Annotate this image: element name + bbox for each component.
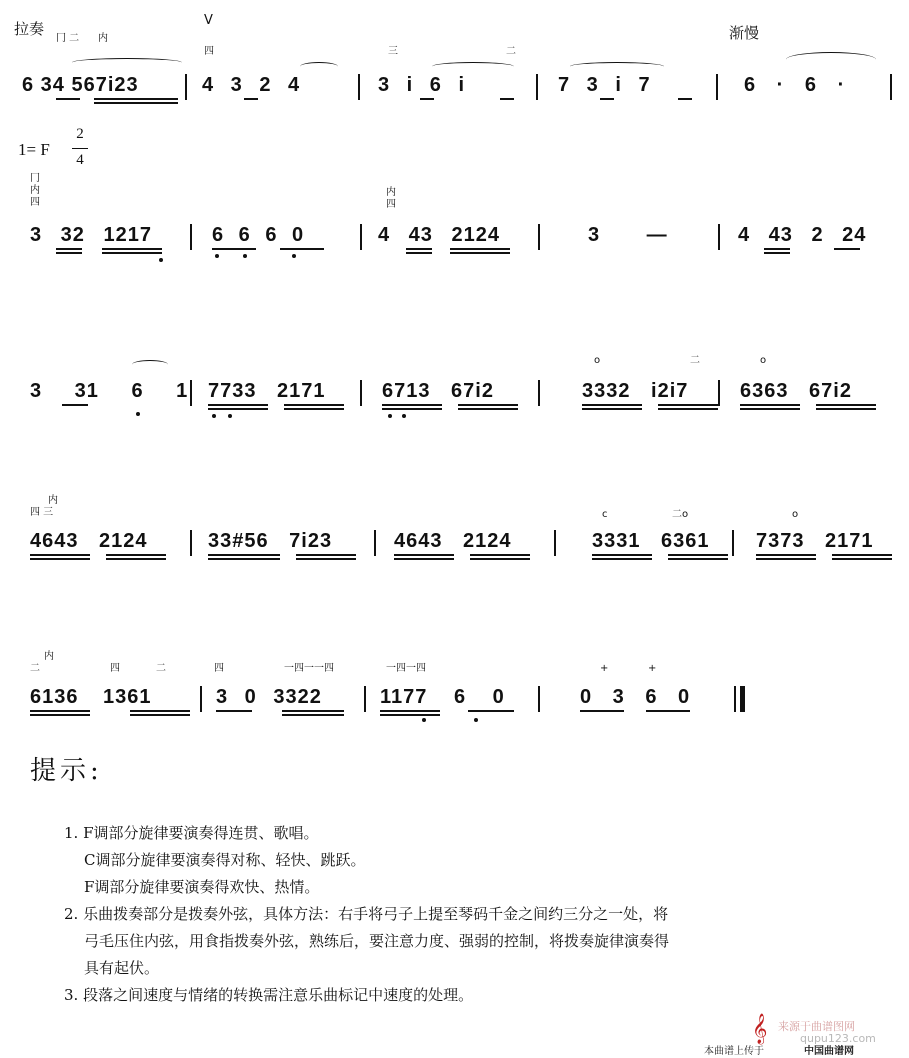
octave-dot [159,258,163,262]
fingering-mark: 三 [388,46,398,57]
slur [786,52,876,67]
tip-item: C调部分旋律要演奏得对称、轻快、跳跃。 [84,851,366,869]
duration-underline [470,554,530,556]
tip-item: 具有起伏。 [84,959,160,977]
score-row-4 [22,495,882,570]
barline [538,380,540,406]
measure: 7733 2171 [208,380,326,402]
tip-item: 2. 乐曲拨奏部分是拨奏外弦，具体方法：右手将弓子上提至琴码千金之间约三分之一处，将 [64,905,669,923]
duration-underline [834,248,860,250]
duration-underline [658,408,718,410]
duration-underline [56,98,80,100]
fingering-mark: + [600,663,609,674]
barline [538,224,540,250]
measure: 4 3 2 4 [202,74,301,96]
octave-dot [215,254,219,258]
measure: 3 i 6 i [378,74,466,96]
measure: 6136 1361 [30,686,152,708]
fingering-mark: 四 [30,197,40,208]
tip-item: 1. F调部分旋律要演奏得连贯、歌唱。 [64,824,319,842]
fingering-mark: o [792,509,799,520]
duration-underline [208,554,280,556]
score-row-2 [22,173,882,264]
barline [554,530,556,556]
duration-underline [208,558,280,560]
barline [190,530,192,556]
barline [536,74,538,100]
duration-underline [646,710,690,712]
barline [718,224,720,250]
tempo-marking: 渐慢 [729,24,760,42]
site-url-watermark: qupu123.com [800,1032,876,1045]
duration-underline [832,558,892,560]
duration-underline [102,252,162,254]
duration-underline [102,248,162,250]
duration-underline [668,554,728,556]
measure: 3332 i2i7 [582,380,689,402]
fingering-mark: 内 [386,187,396,198]
duration-underline [282,714,344,716]
time-signature-line [72,148,88,149]
fingering-mark: 四 [386,199,396,210]
barline [364,686,366,712]
time-signature-bottom: 4 [76,152,84,168]
duration-underline [580,710,624,712]
fingering-mark: 二 [156,663,166,674]
slur [432,62,514,71]
measure: 3 — [588,224,668,246]
tip-item: F调部分旋律要演奏得欢快、热情。 [84,878,320,896]
duration-underline [406,248,432,250]
playing-mode-label: 拉奏 [14,20,45,38]
duration-underline [106,554,166,556]
duration-underline [30,554,90,556]
treble-clef-icon: 𝄞 [752,1014,768,1044]
slur [300,62,338,71]
source-watermark: 来源于曲谱图网 [778,1020,855,1033]
measure: 6 34 567i23 [22,74,139,96]
duration-underline [470,558,530,560]
barline [718,380,720,406]
fingering-mark: 内 [44,651,54,662]
measure: 33#56 7i23 [208,530,333,552]
barline [200,686,202,712]
measure: 3 31 6 1 [30,380,189,402]
duration-underline [582,408,642,410]
fingering-mark: 冂 二 [56,33,80,44]
duration-underline [130,710,190,712]
duration-underline [296,558,356,560]
barline [360,224,362,250]
duration-underline [212,248,256,250]
measure: 3 0 3322 [216,686,322,708]
barline [716,74,718,100]
bow-mark: V [204,13,213,28]
duration-underline [94,102,178,104]
barline [190,224,192,250]
fingering-mark: 二 [30,663,40,674]
octave-dot [292,254,296,258]
duration-underline [764,248,790,250]
octave-dot [422,718,426,722]
duration-underline [394,558,454,560]
measure: 6 · 6 · [744,74,846,96]
duration-underline [500,98,514,100]
upload-note: 本曲谱上传于 [704,1046,764,1057]
slur [570,62,664,71]
fingering-mark: 内 [30,185,40,196]
duration-underline [244,98,258,100]
octave-dot [388,414,392,418]
duration-underline [764,252,790,254]
duration-underline [30,710,90,712]
fingering-mark: 一四一一四 [284,663,334,674]
fingering-mark: 四 [214,663,224,674]
duration-underline [592,558,652,560]
fingering-mark: 二 [690,355,700,366]
duration-underline [130,714,190,716]
barline [538,686,540,712]
barline [360,380,362,406]
octave-dot [243,254,247,258]
measure: 7 3 i 7 [558,74,651,96]
fingering-mark: 四 三 [30,507,54,518]
duration-underline [30,714,90,716]
octave-dot [402,414,406,418]
measure: 1177 6 0 [380,686,505,708]
tips-list [64,820,884,1009]
duration-underline [30,558,90,560]
duration-underline [582,404,642,406]
measure: 3 32 1217 [30,224,152,246]
duration-underline [284,404,344,406]
duration-underline [382,404,442,406]
duration-underline [668,558,728,560]
duration-underline [208,408,268,410]
measure: 4643 2124 [394,530,512,552]
duration-underline [756,558,816,560]
fingering-mark: 一四一四 [386,663,426,674]
duration-underline [296,554,356,556]
barline [890,74,892,100]
duration-underline [284,408,344,410]
octave-dot [228,414,232,418]
duration-underline [394,554,454,556]
duration-underline [450,252,510,254]
barline [374,530,376,556]
measure: 4 43 2 24 [738,224,867,246]
duration-underline [816,408,876,410]
duration-underline [280,248,324,250]
duration-underline [816,404,876,406]
measure: 4 43 2124 [378,224,500,246]
duration-underline [450,248,510,250]
duration-underline [468,710,514,712]
duration-underline [658,404,718,406]
duration-underline [62,404,88,406]
tip-item: 3. 段落之间速度与情绪的转换需注意乐曲标记中速度的处理。 [64,986,474,1004]
fingering-mark: o [760,355,767,366]
barline [358,74,360,100]
octave-dot [212,414,216,418]
duration-underline [406,252,432,254]
fingering-mark: 四 [204,46,214,57]
fingering-mark: 四 [110,663,120,674]
duration-underline [592,554,652,556]
tip-item: 弓毛压住内弦，用食指拨奏外弦，熟练后，要注意力度、强弱的控制，将拨奏旋律演奏得 [84,932,670,950]
duration-underline [600,98,614,100]
fingering-mark: c [602,509,608,520]
score-row-3 [22,355,882,420]
octave-dot [136,412,140,416]
duration-underline [832,554,892,556]
duration-underline [740,408,800,410]
site-name: 中国曲谱网 [804,1046,854,1057]
measure: 4643 2124 [30,530,148,552]
key-signature: 1= F [18,140,50,159]
duration-underline [216,710,252,712]
measure: 6363 67i2 [740,380,852,402]
measure: 3331 6361 [592,530,710,552]
barline [732,530,734,556]
fingering-mark: 内 [48,495,58,506]
duration-underline [208,404,268,406]
duration-underline [458,404,518,406]
duration-underline [56,252,82,254]
final-barline [740,686,745,712]
duration-underline [420,98,434,100]
measure: 6713 67i2 [382,380,494,402]
tips-title: 提示: [30,756,103,786]
fingering-mark: 二o [672,509,689,520]
octave-dot [474,718,478,722]
time-signature-top: 2 [76,126,84,142]
measure: 0 3 6 0 [580,686,691,708]
duration-underline [382,408,442,410]
duration-underline [678,98,692,100]
duration-underline [380,714,440,716]
slur [72,58,182,67]
fingering-mark: + [648,663,657,674]
measure: 6 6 6 0 [212,224,305,246]
fingering-mark: 冂 [30,173,40,184]
barline [190,380,192,406]
duration-underline [458,408,518,410]
duration-underline [94,98,178,100]
measure: 7373 2171 [756,530,874,552]
fingering-mark: 内 [98,33,108,44]
duration-underline [740,404,800,406]
score-row-5 [22,651,882,726]
duration-underline [56,248,82,250]
fingering-mark: 二 [506,46,516,57]
slur [132,360,168,369]
fingering-mark: o [594,355,601,366]
barline [734,686,736,712]
duration-underline [106,558,166,560]
duration-underline [282,710,344,712]
duration-underline [380,710,440,712]
barline [185,74,187,100]
duration-underline [756,554,816,556]
